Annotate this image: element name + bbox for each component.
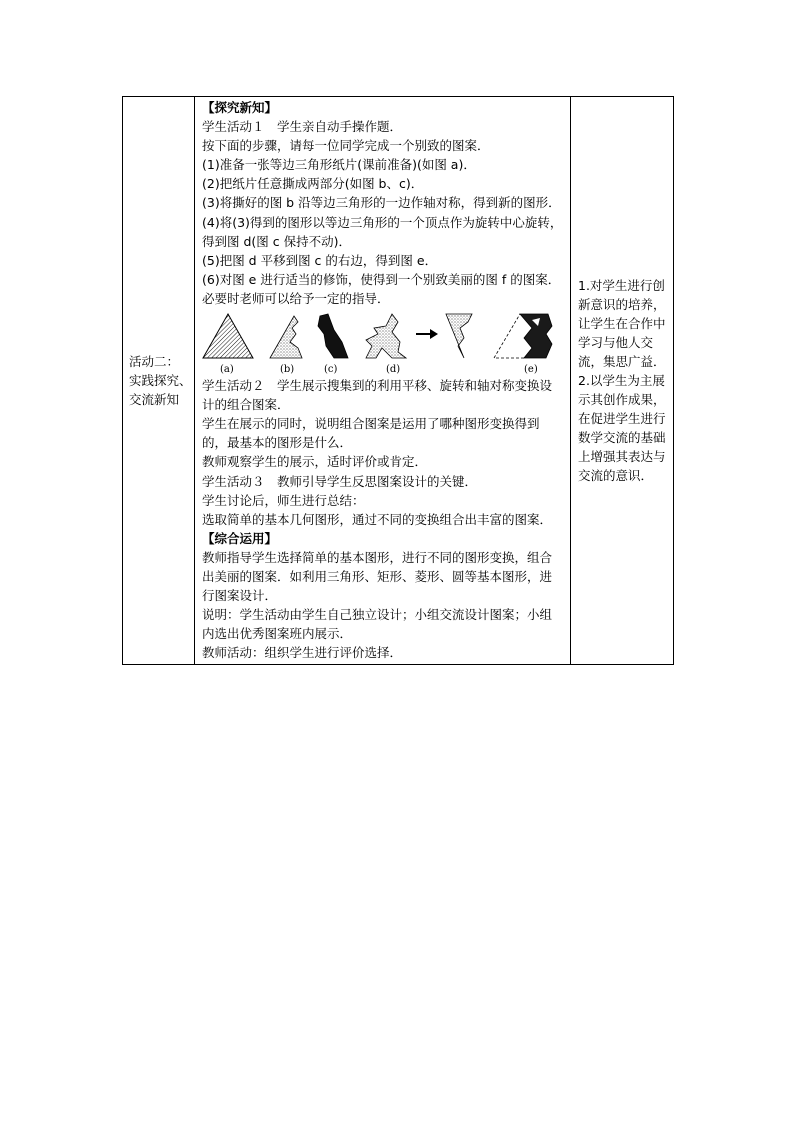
activity-line: 学生活动２ 学生展示搜集到的利用平移、旋转和轴对称变换设计的组合图案． <box>202 378 553 413</box>
figure-e-dashed-outline <box>494 314 524 358</box>
explore-line: 必要时老师可以给予一定的指导． <box>202 290 390 306</box>
explore-line: (2)把纸片任意撕成两部分(如图 b、c)． <box>202 176 424 192</box>
activity-line: 学生在展示的同时，说明组合图案是运用了哪种图形变换得到的，最基本的图形是什么． <box>202 416 540 451</box>
activity-line: 学生讨论后，师生进行总结： <box>202 492 365 508</box>
apply-heading: 【综合运用】 <box>202 530 278 546</box>
activity-label-line-2: 实践探究、 <box>129 373 192 389</box>
explore-heading: 【探究新知】 <box>202 100 278 115</box>
activity-line: 教师观察学生的展示，适时评价或肯定． <box>202 454 428 470</box>
figure-caption-a: (a) <box>220 364 234 376</box>
paper-folding-figures <box>202 312 564 374</box>
activity-label <box>123 352 194 409</box>
explore-line: (6)对图 e 进行适当的修饰，使得到一个别致美丽的图 f 的图案． <box>202 271 561 287</box>
content-cell <box>195 97 571 665</box>
explore-line: (1)准备一张等边三角形纸片(课前准备)(如图 a)． <box>202 157 476 173</box>
apply-line: 说明：学生活动由学生自己独立设计；小组交流设计图案；小组内选出优秀图案班内展示． <box>202 607 553 642</box>
design-intent-notes <box>571 276 673 485</box>
activity-label-line-1: 活动二： <box>129 354 180 370</box>
design-note-2: 2.以学生为主展示其创作成果，在促进学生进行数学交流的基础上增强其表达与交流的意识． <box>578 373 666 484</box>
activity-line: 选取简单的基本几何图形，通过不同的变换组合出丰富的图案． <box>202 511 553 527</box>
figure-caption-e: (e) <box>524 364 538 376</box>
figure-caption-d: (d) <box>386 364 401 376</box>
explore-line: (3)将撕好的图 b 沿等边三角形的一边作轴对称，得到新的图形． <box>202 195 561 211</box>
figure-c-piece <box>318 314 348 358</box>
figures-illustration <box>202 312 564 374</box>
activity-label-line-3: 交流新知 <box>129 392 180 408</box>
design-intent-cell <box>571 97 674 665</box>
activity-line: 学生活动３ 教师引导学生反思图案设计的关键． <box>202 473 478 489</box>
content-body <box>195 97 570 664</box>
apply-line: 教师指导学生选择简单的基本图形，进行不同的图形变换，组合出美丽的图案．如利用三角形、矩形、菱形、圆等基本图形，进行图案设计． <box>202 549 553 604</box>
explore-line: (5)把图 d 平移到图 c 的右边，得到图 e． <box>202 252 438 268</box>
explore-line: (4)将(3)得到的图形以等边三角形的一个顶点作为旋转中心旋转，得到图 d(图 c 保持不动)． <box>202 214 563 249</box>
figure-caption-b: (b) <box>280 364 295 376</box>
apply-line: 教师活动：组织学生进行评价选择． <box>202 645 403 661</box>
explore-line: 按下面的步骤，请每一位同学完成一个别致的图案． <box>202 138 490 154</box>
arrow-icon <box>416 329 438 339</box>
figure-caption-c: (c) <box>324 364 338 376</box>
activity-label-cell <box>123 97 195 665</box>
figure-b-piece <box>270 316 302 358</box>
explore-line: 学生活动１ 学生亲自动手操作题． <box>202 119 403 135</box>
table-row <box>123 97 674 665</box>
design-note-1: 1.对学生进行创新意识的培养，让学生在合作中学习与他人交流，集思广益． <box>578 278 666 370</box>
lesson-plan-table <box>122 96 674 665</box>
figure-a-triangle <box>203 314 253 358</box>
figure-e-left-piece <box>446 314 472 358</box>
figure-d-piece <box>366 314 406 358</box>
